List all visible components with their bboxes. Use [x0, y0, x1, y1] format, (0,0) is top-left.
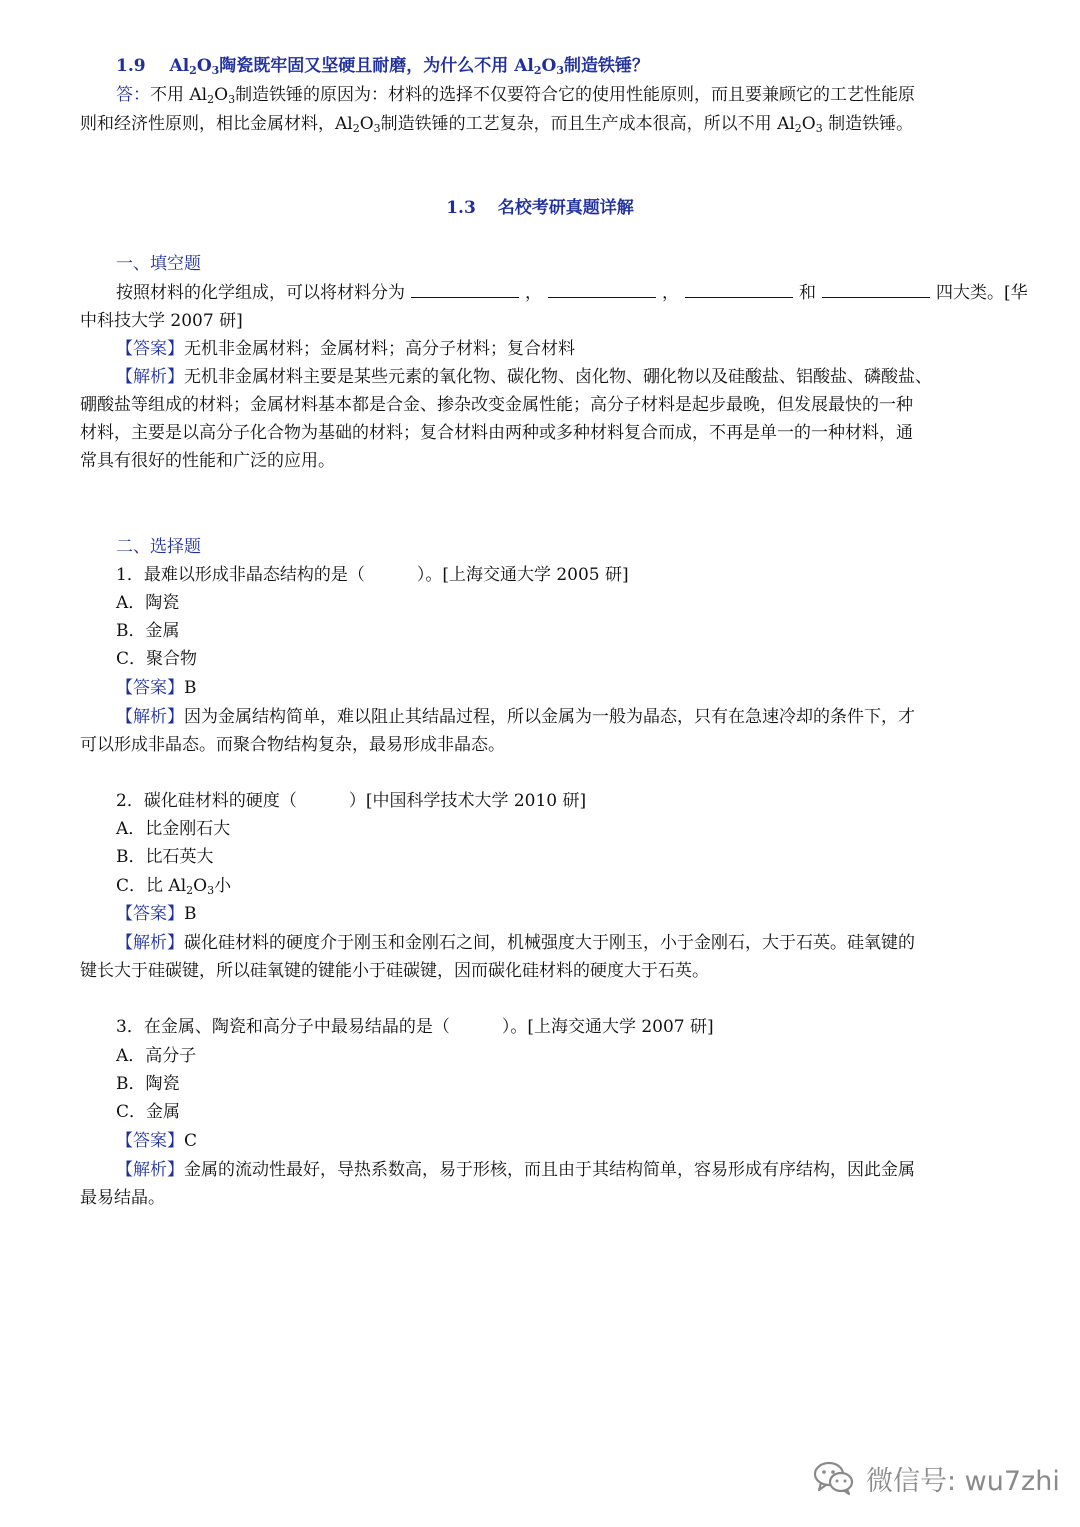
question-text: 陶瓷既牢固又坚硬且耐磨，为什么不用 — [219, 56, 509, 76]
blank-3 — [685, 279, 793, 298]
choice-q1-analysis-line-2: 可以形成非晶态。而聚合物结构复杂，最易形成非晶态。 — [80, 735, 505, 755]
choice-q1-stem: 1．最难以形成非晶态结构的是（ ）。[上海交通大学 2005 研] — [116, 565, 629, 585]
fill-question-line-1: 按照材料的化学组成，可以将材料分为 ， ， 和 四大类。[华 — [116, 279, 1046, 307]
analysis-tag: 【解析】 — [116, 707, 184, 727]
blank-2 — [548, 279, 656, 298]
question-number: 1.9 — [116, 56, 146, 76]
analysis-tag: 【解析】 — [116, 1160, 184, 1180]
answer-tag: 【答案】 — [116, 678, 184, 698]
choice-heading: 二、选择题 — [116, 537, 201, 557]
analysis-tag: 【解析】 — [116, 367, 184, 387]
answer-line-2: 则和经济性原则，相比金属材料，$Al_2O_3$制造铁锤的工艺复杂，而且生产成本很高，所以不用 $Al_2O_3$ 制造铁锤。 — [80, 114, 914, 135]
choice-q2-option-b: B．比石英大 — [116, 847, 214, 867]
fill-analysis-line-1: 【解析】无机非金属材料主要是某些元素的氧化物、碳化物、卤化物、硼化物以及硅酸盐、铝酸盐、磷酸盐、 — [116, 367, 932, 387]
question-1-9 — [116, 52, 1046, 80]
choice-q3-analysis-line-2: 最易结晶。 — [80, 1188, 165, 1208]
fill-analysis-line-4: 常具有很好的性能和广泛的应用。 — [80, 451, 335, 471]
analysis-tag: 【解析】 — [116, 933, 184, 953]
choice-q3-stem: 3．在金属、陶瓷和高分子中最易结晶的是（ ）。[上海交通大学 2007 研] — [116, 1017, 714, 1037]
fill-analysis-line-2: 硼酸盐等组成的材料；金属材料基本都是合金、掺杂改变金属性能；高分子材料是起步最晚，但发展最快的一种 — [80, 395, 913, 415]
answer-tag: 【答案】 — [116, 1131, 184, 1151]
section-title — [0, 194, 1080, 222]
choice-q3-option-a: A．高分子 — [116, 1046, 197, 1066]
fill-heading: 一、填空题 — [116, 254, 201, 274]
choice-q1-option-a: A．陶瓷 — [116, 593, 180, 613]
formula-al2o3: $Al_2O_3$ — [168, 876, 215, 897]
section-number: 1.3 — [446, 198, 476, 218]
choice-q2-stem: 2．碳化硅材料的硬度（ ）[中国科学技术大学 2010 研] — [116, 791, 587, 811]
choice-q3-option-b: B．陶瓷 — [116, 1074, 180, 1094]
choice-q1-analysis-line-1: 【解析】因为金属结构简单，难以阻止其结晶过程，所以金属为一般为晶态，只有在急速冷却的条件下，才 — [116, 707, 915, 727]
choice-q1-option-c: C．聚合物 — [116, 649, 198, 669]
question-text-end: 制造铁锤？ — [563, 56, 649, 76]
choice-q1-answer: 【答案】B — [116, 678, 197, 698]
wechat-watermark — [812, 1448, 1060, 1508]
choice-q1-option-b: B．金属 — [116, 621, 180, 641]
choice-q3-answer: 【答案】C — [116, 1131, 198, 1151]
choice-q2-option-a: A．比金刚石大 — [116, 819, 231, 839]
formula-al2o3: $Al_2O_3$ — [335, 114, 381, 135]
choice-q3-option-c: C．金属 — [116, 1102, 181, 1122]
blank-4 — [822, 279, 930, 298]
answer-tag: 【答案】 — [116, 339, 184, 359]
wechat-icon — [812, 1460, 856, 1496]
fill-analysis-line-3: 材料，主要是以高分子化合物为基础的材料；复合材料由两种或多种材料复合而成，不再是单一的一种材料，通 — [80, 423, 913, 443]
answer-label: 答： — [116, 85, 150, 105]
choice-q2-analysis-line-1: 【解析】碳化硅材料的硬度介于刚玉和金刚石之间，机械强度大于刚玉，小于金刚石，大于石英。硅氧键的 — [116, 933, 915, 953]
fill-answer: 【答案】无机非金属材料；金属材料；高分子材料；复合材料 — [116, 339, 575, 359]
formula-al2o3: $Al_2O_3$ — [189, 85, 236, 106]
fill-question-line-2: 中科技大学 2007 研] — [80, 311, 243, 331]
formula-al2o3: $Al_2O_3$ — [169, 56, 220, 77]
blank-1 — [411, 279, 519, 298]
formula-al2o3: $Al_2O_3$ — [514, 56, 564, 77]
choice-q2-analysis-line-2: 键长大于硅碳键，所以硅氧键的键能小于硅碳键，因而碳化硅材料的硬度大于石英。 — [80, 961, 709, 981]
answer-tag: 【答案】 — [116, 904, 184, 924]
formula-al2o3: $Al_2O_3$ — [777, 114, 823, 135]
choice-q2-answer: 【答案】B — [116, 904, 197, 924]
choice-q2-option-c: C．比 $Al_2O_3$小 — [116, 876, 232, 897]
section-title-text: 名校考研真题详解 — [497, 198, 634, 218]
answer-line-1: 答：不用 $Al_2O_3$制造铁锤的原因为：材料的选择不仅要符合它的使用性能原则，而且要兼顾它的工艺性能原 — [116, 85, 916, 106]
choice-q3-analysis-line-1: 【解析】金属的流动性最好，导热系数高，易于形核，而且由于其结构简单，容易形成有序结构，因此金属 — [116, 1160, 915, 1180]
watermark-text: 微信号: wu7zhi — [866, 1465, 1060, 1497]
